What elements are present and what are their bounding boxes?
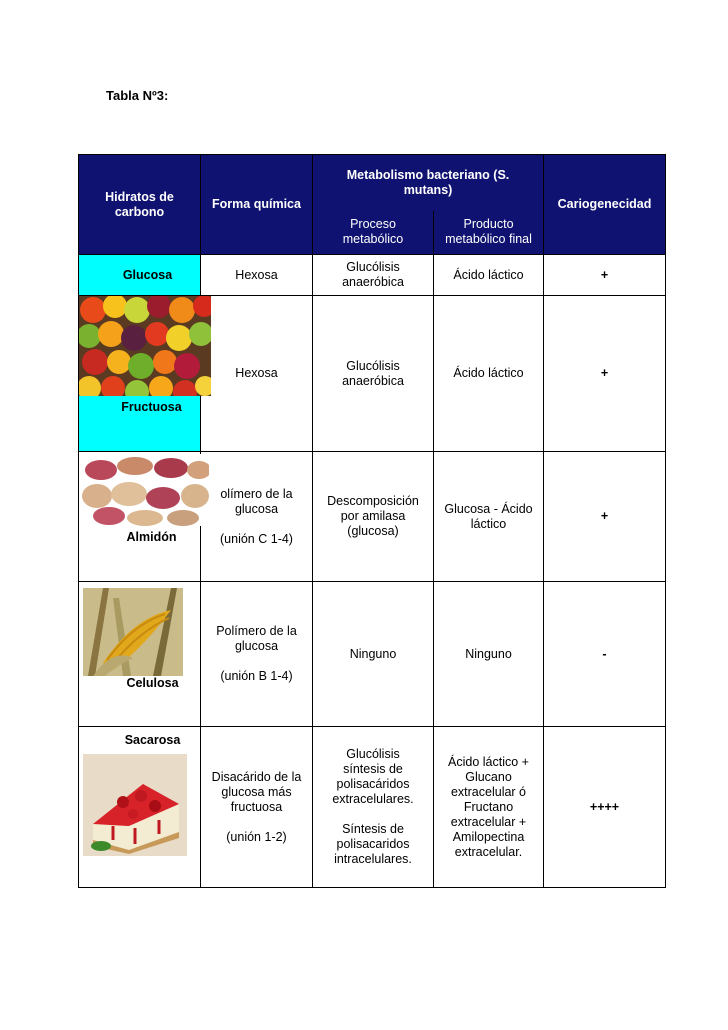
row-proceso: Glucólisis anaeróbica (313, 255, 434, 296)
header-cariogenecidad: Cariogenecidad (544, 155, 666, 255)
table-row (79, 255, 666, 296)
row-name-label: Sacarosa (124, 733, 181, 747)
row-cario: - (544, 582, 666, 727)
row-name-label: Fructuosa (121, 400, 182, 414)
table-row (79, 727, 666, 888)
corn-photo (83, 588, 183, 676)
cheesecake-photo (83, 754, 187, 856)
row-name-sacarosa (79, 727, 201, 888)
row-name-fructuosa (79, 296, 201, 452)
row-forma: olímero de la glucosa (unión C 1-4) (201, 452, 313, 582)
header-producto: Producto metabólico final (434, 211, 544, 255)
row-producto: Ácido láctico (434, 255, 544, 296)
row-producto: Ácido láctico (434, 296, 544, 452)
row-proceso: Glucólisis anaeróbica (313, 296, 434, 452)
row-name-label: Celulosa (126, 676, 179, 690)
row-producto: Ninguno (434, 582, 544, 727)
table-row (79, 582, 666, 727)
row-name-celulosa (79, 582, 201, 727)
row-cario: + (544, 296, 666, 452)
row-cario: + (544, 452, 666, 582)
row-forma: Hexosa (201, 255, 313, 296)
fruits-photo (79, 296, 211, 396)
row-proceso: Ninguno (313, 582, 434, 727)
row-name-label: Almidón (126, 530, 177, 544)
row-cario: ++++ (544, 727, 666, 888)
row-forma: Polímero de la glucosa (unión B 1-4) (201, 582, 313, 727)
header-proceso: Proceso metabólico (313, 211, 434, 255)
row-producto: Glucosa - Ácido láctico (434, 452, 544, 582)
row-forma: Disacárido de la glucosa más fructuosa (unión 1-2) (201, 727, 313, 888)
row-name-almidon (79, 452, 201, 582)
row-cario: + (544, 255, 666, 296)
row-forma: Hexosa (201, 296, 313, 452)
table-row (79, 452, 666, 582)
potatoes-photo (79, 454, 209, 526)
row-name-glucosa: Glucosa (79, 255, 201, 296)
header-forma: Forma química (201, 155, 313, 255)
header-metabolismo: Metabolismo bacteriano (S. mutans) (313, 155, 544, 211)
table-caption: Tabla Nº3: (106, 88, 169, 103)
row-producto: Ácido láctico + Glucano extracelular ó Fructano extracelular + Amilopectina extracelular. (434, 727, 544, 888)
row-proceso: Glucólisis síntesis de polisacáridos extracelulares. Síntesis de polisacaridos intracelulares. (313, 727, 434, 888)
row-proceso: Descomposición por amilasa (glucosa) (313, 452, 434, 582)
carbohydrate-table (78, 154, 666, 888)
table-row (79, 296, 666, 452)
header-hidratos: Hidratos de carbono (79, 155, 201, 255)
